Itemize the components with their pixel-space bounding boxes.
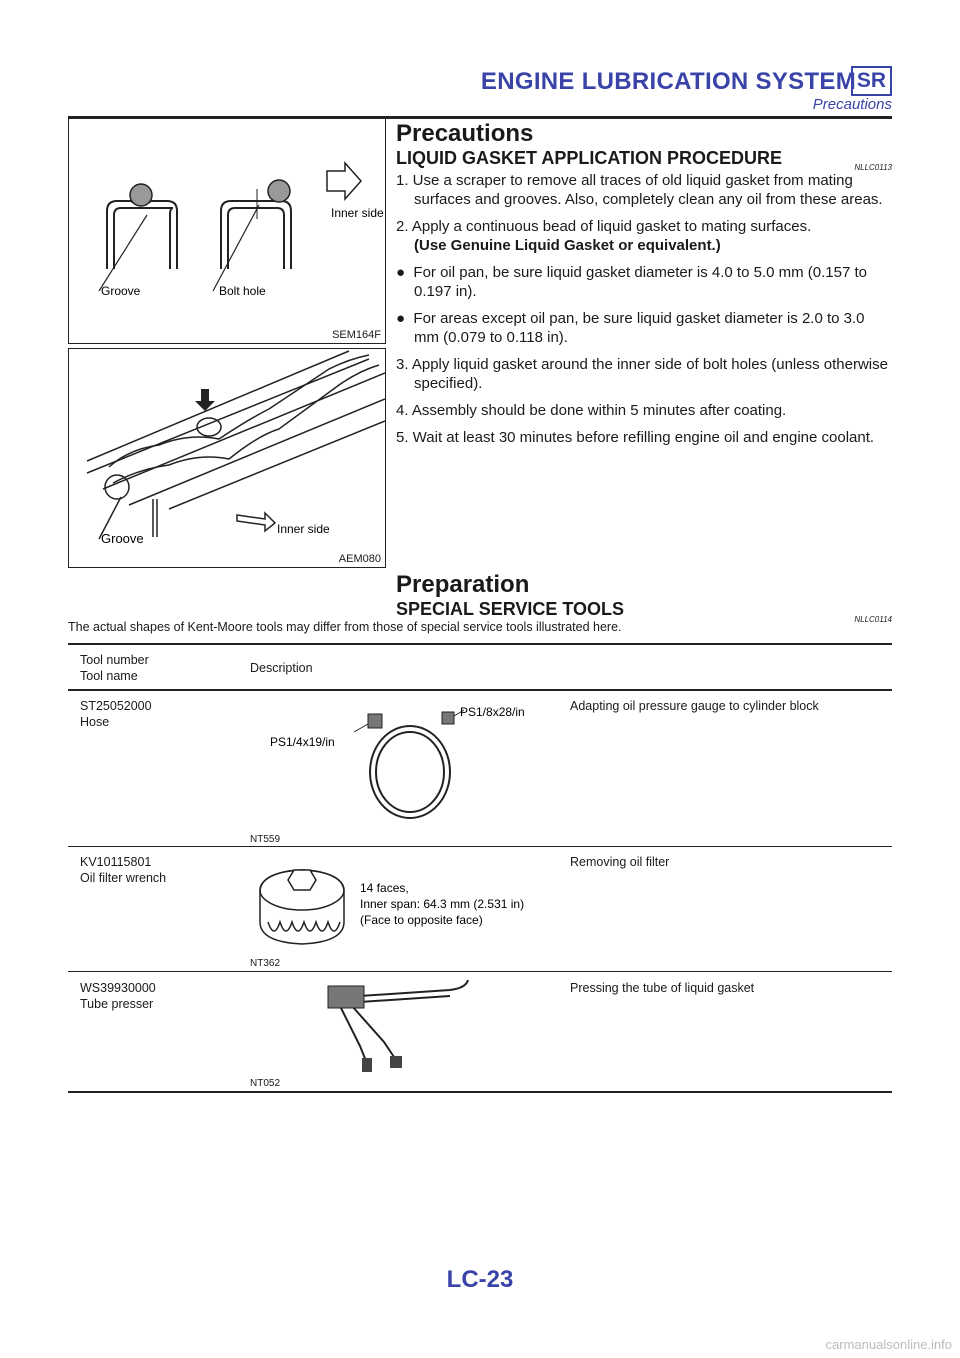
reference-code: NLLC0113 [854, 163, 892, 172]
step-4: 4. Assembly should be done within 5 minutes after coating. [396, 402, 787, 419]
tool-description: Pressing the tube of liquid gasket [570, 981, 755, 995]
hose-callout-left: PS1/4x19/in [270, 735, 335, 749]
hose-illustration [250, 694, 560, 834]
table-bottom-rule [68, 1091, 892, 1093]
header-subtitle: Precautions [812, 96, 892, 113]
figure-sem164f [68, 118, 386, 344]
precautions-body [396, 171, 892, 455]
image-code: NT559 [250, 834, 281, 845]
label-groove-2: Groove [101, 531, 144, 546]
watermark: carmanualsonline.info [825, 1337, 952, 1352]
sub-heading-special-tools: SPECIAL SERVICE TOOLS [396, 599, 625, 619]
oil-filter-wrench-illustration [250, 852, 560, 956]
row-rule [68, 971, 892, 972]
tool-name: Hose [80, 715, 110, 729]
figure-code: AEM080 [338, 553, 381, 565]
step-5: 5. Wait at least 30 minutes before refilling engine oil and engine coolant. [396, 429, 875, 446]
column-header-description: Description [250, 661, 313, 675]
figure-code: SEM164F [332, 329, 381, 341]
tool-number: ST25052000 [80, 699, 152, 713]
bullet-oil-pan: ● For oil pan, be sure liquid gasket diameter is 4.0 to 5.0 mm (0.157 to 0.197 in). [396, 264, 867, 300]
row-rule [68, 846, 892, 847]
wrench-callout-1: 14 faces, [360, 881, 409, 895]
reference-code: NLLC0114 [854, 615, 892, 624]
sub-heading-liquid-gasket: LIQUID GASKET APPLICATION PROCEDURE [396, 148, 783, 168]
label-inner-side: Inner side [331, 206, 384, 220]
label-inner-side-2: Inner side [277, 522, 330, 536]
figure-aem080 [68, 348, 386, 568]
image-code: NT362 [250, 958, 281, 969]
tools-note: The actual shapes of Kent-Moore tools may differ from those of special service tools illustrated here. [68, 620, 622, 634]
header-badge: SR [851, 66, 892, 96]
step-1: 1. Use a scraper to remove all traces of old liquid gasket from mating surfaces and grooves. Also, completely clean any oil from these areas. [396, 172, 883, 208]
label-bolt-hole: Bolt hole [219, 284, 266, 298]
page-number: LC-23 [446, 1266, 514, 1293]
label-groove: Groove [101, 284, 141, 298]
tool-name: Tube presser [80, 997, 154, 1011]
step-2-bold-note: (Use Genuine Liquid Gasket or equivalent.) [414, 237, 721, 254]
wrench-callout-3: (Face to opposite face) [360, 913, 483, 927]
step-3: 3. Apply liquid gasket around the inner side of bolt holes (unless otherwise specified). [396, 356, 888, 392]
section-heading-precautions: Precautions [396, 120, 534, 147]
tube-presser-illustration [300, 976, 500, 1076]
tool-description: Adapting oil pressure gauge to cylinder block [570, 699, 819, 713]
header-title: ENGINE LUBRICATION SYSTEM [480, 68, 856, 95]
tool-number: WS39930000 [80, 981, 156, 995]
section-heading-preparation: Preparation [396, 571, 530, 598]
hose-callout-right: PS1/8x28/in [460, 705, 525, 719]
table-header-rule [68, 689, 892, 691]
wrench-callout-2: Inner span: 64.3 mm (2.531 in) [360, 897, 525, 911]
bullet-other-areas: ● For areas except oil pan, be sure liquid gasket diameter is 2.0 to 3.0 mm (0.079 to 0.118 in). [396, 310, 865, 346]
image-code: NT052 [250, 1078, 281, 1089]
column-header-tool: Tool number Tool name [80, 653, 149, 683]
tool-description: Removing oil filter [570, 855, 670, 869]
gasket-bead-illustration [69, 349, 385, 567]
table-top-rule [68, 643, 892, 645]
tool-number: KV10115801 [80, 855, 152, 869]
tool-name: Oil filter wrench [80, 871, 167, 885]
step-2: 2. Apply a continuous bead of liquid gasket to mating surfaces. (Use Genuine Liquid Gasket or equivalent.) [396, 218, 812, 254]
gasket-groove-illustration [69, 119, 385, 343]
